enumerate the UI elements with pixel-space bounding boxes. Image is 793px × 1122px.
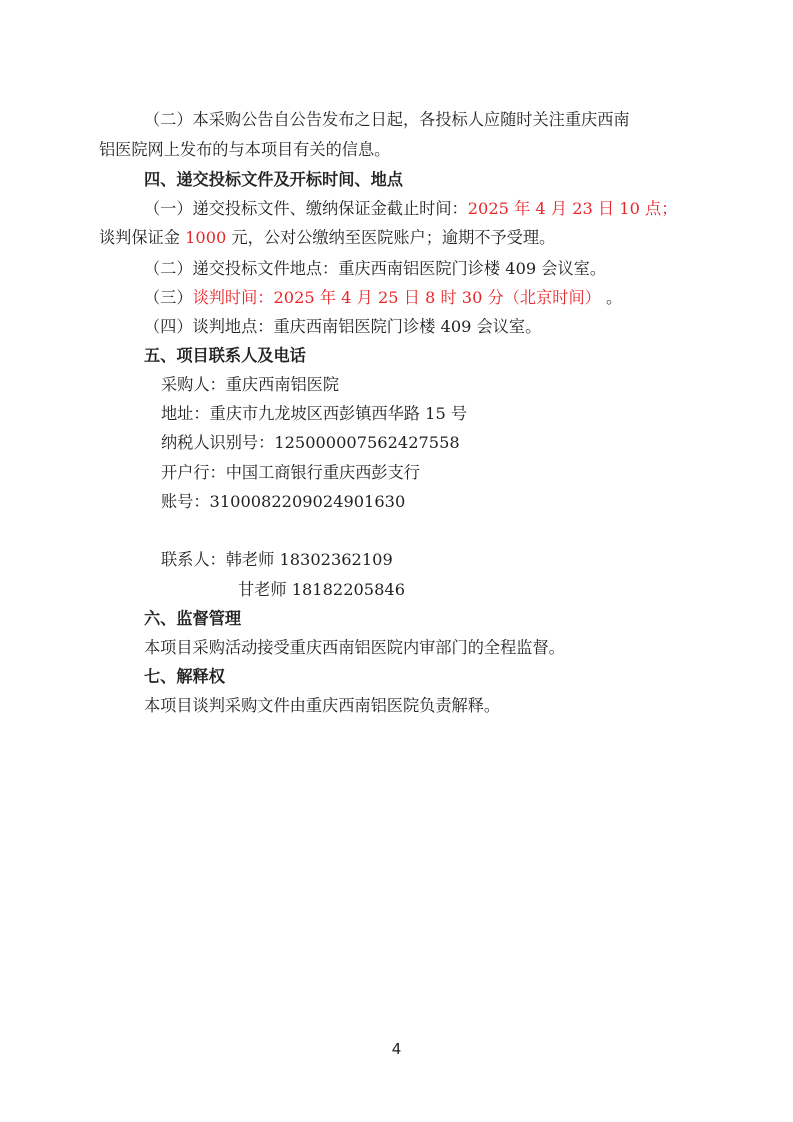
section-4-item-2: （二）递交投标文件地点：重庆西南铝医院门诊楼 409 会议室。	[144, 259, 607, 278]
bank: 开户行：中国工商银行重庆西彭支行	[161, 463, 420, 482]
deadline-value: 2025 年 4 月 23 日 10 点；	[467, 199, 678, 218]
contact-2: 甘老师 18182205846	[238, 580, 405, 599]
contact-1: 联系人：韩老师 18302362109	[161, 550, 393, 569]
section-6-text: 本项目采购活动接受重庆西南铝医院内审部门的全程监督。	[144, 638, 565, 657]
section-4-item-3	[144, 288, 622, 308]
para-2-line-1: （二）本采购公告自公告发布之日起，各投标人应随时关注重庆西南	[144, 110, 630, 129]
section-5-heading: 五、项目联系人及电话	[144, 346, 306, 365]
section-4-item-1-line-2	[99, 228, 555, 248]
para-2-line-2: 铝医院网上发布的与本项目有关的信息。	[99, 140, 391, 159]
item-3-suffix: 。	[600, 288, 623, 307]
tax-id: 纳税人识别号：125000007562427558	[161, 433, 460, 452]
negotiation-time: 谈判时间：2025 年 4 月 25 日 8 时 30 分（北京时间）	[192, 288, 601, 307]
deadline-label: （一）递交投标文件、缴纳保证金截止时间：	[144, 199, 468, 218]
deposit-note: 元，公对公缴纳至医院账户；逾期不予受理。	[226, 228, 556, 247]
purchaser: 采购人：重庆西南铝医院	[161, 375, 340, 394]
item-3-prefix: （三）	[144, 288, 193, 307]
section-4-item-4: （四）谈判地点：重庆西南铝医院门诊楼 409 会议室。	[144, 317, 542, 336]
section-4-heading: 四、递交投标文件及开标时间、地点	[144, 170, 403, 189]
deposit-amount: 1000	[185, 228, 227, 247]
section-4-item-1-line-1	[144, 199, 677, 219]
address: 地址：重庆市九龙坡区西彭镇西华路 15 号	[161, 404, 468, 423]
page-number: 4	[391, 1040, 402, 1058]
account: 账号：3100082209024901630	[161, 492, 406, 511]
section-7-heading: 七、解释权	[144, 667, 225, 686]
deposit-label: 谈判保证金	[99, 228, 186, 247]
section-6-heading: 六、监督管理	[144, 609, 242, 628]
section-7-text: 本项目谈判采购文件由重庆西南铝医院负责解释。	[144, 696, 501, 715]
